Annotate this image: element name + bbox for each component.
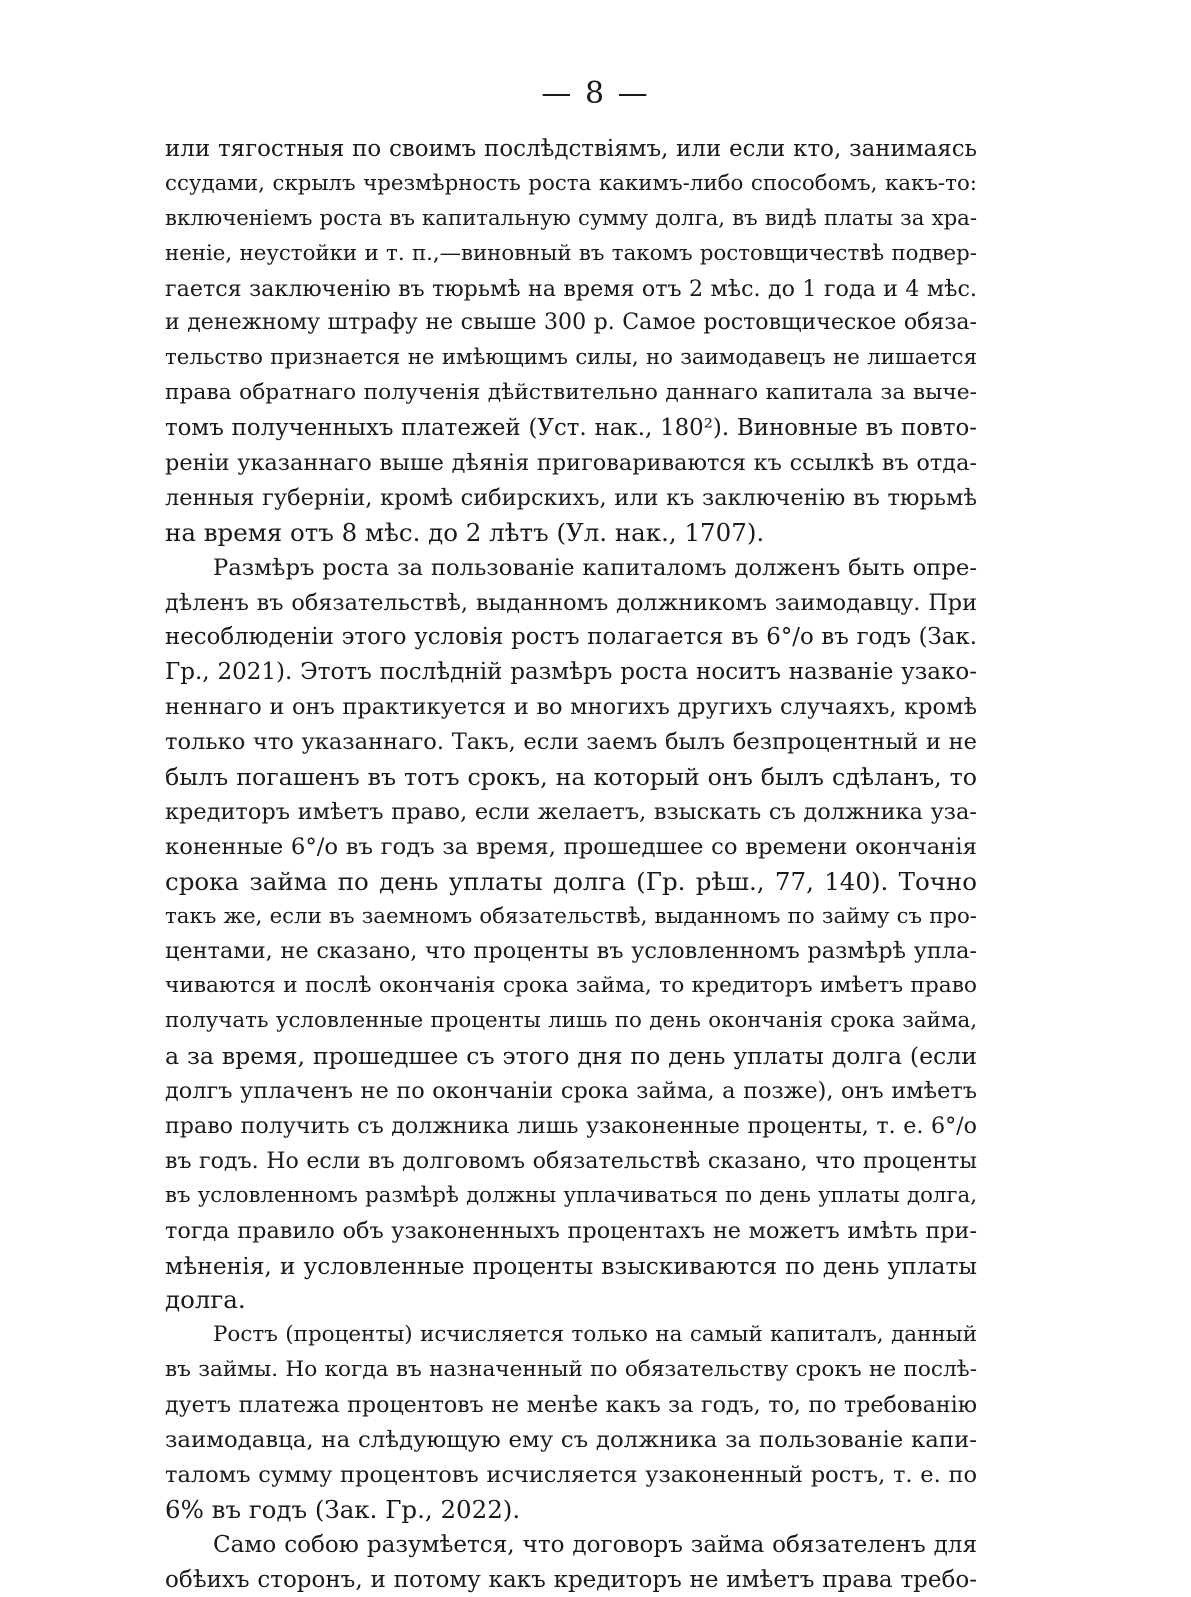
text-line: получать условленные проценты лишь по день окончанія срока займа, bbox=[165, 1008, 977, 1034]
text-line: право получить съ должника лишь узаконенные проценты, т. е. 6°/о bbox=[165, 1112, 977, 1139]
text-line: дѣленъ въ обязательствѣ, выданномъ должникомъ заимодавцу. При bbox=[165, 589, 977, 616]
page-number: — 8 — bbox=[541, 76, 650, 111]
text-line: томъ полученныхъ платежей (Уст. нак., 180²). Виновные въ повто- bbox=[165, 415, 977, 442]
text-line: въ займы. Но когда въ назначенный по обязательству срокъ не послѣ- bbox=[165, 1357, 977, 1383]
text-line: центами, не сказано, что проценты въ условленномъ размѣрѣ упла- bbox=[165, 938, 977, 965]
text-line: тогда правило объ узаконенныхъ процентахъ не можетъ имѣть при- bbox=[165, 1217, 977, 1244]
text-line: долгъ уплаченъ не по окончаніи срока займа, а позже), онъ имѣетъ bbox=[165, 1078, 977, 1105]
text-line: реніи указаннаго выше дѣянія приговариваются къ ссылкѣ въ отда- bbox=[165, 450, 977, 477]
text-line: кредиторъ имѣетъ право, если желаетъ, взыскать съ должника уза- bbox=[165, 798, 977, 825]
text-line: въ годъ. Но если въ долговомъ обязательствѣ сказано, что проценты bbox=[165, 1147, 977, 1174]
text-line: былъ погашенъ въ тотъ срокъ, на который онъ былъ сдѣланъ, то bbox=[165, 763, 977, 792]
text-line: на время отъ 8 мѣс. до 2 лѣтъ (Ул. нак., 1707). bbox=[165, 517, 765, 547]
text-line: такъ же, если въ заемномъ обязательствѣ, выданномъ по займу съ про- bbox=[165, 903, 977, 929]
text-line: несоблюденіи этого условія ростъ полагается въ 6°/о въ годъ (Зак. bbox=[165, 624, 977, 651]
text-line: включеніемъ роста въ капитальную сумму долга, въ видѣ платы за хра- bbox=[165, 205, 977, 231]
text-line: мѣненія, и условленные проценты взыскиваются по день уплаты bbox=[165, 1251, 977, 1280]
text-line: неніе, неустойки и т. п.,—виновный въ такомъ ростовщичествѣ подвер- bbox=[165, 240, 977, 266]
text-line: ленныя губерніи, кромѣ сибирскихъ, или къ заключенію въ тюрьмѣ bbox=[165, 484, 977, 511]
text-line: ссудами, скрылъ чрезмѣрность роста какимъ-либо способомъ, какъ-то: bbox=[165, 170, 977, 196]
body-text bbox=[165, 132, 977, 1597]
text-line: обѣихъ сторонъ, и потому какъ кредиторъ не имѣетъ права требо- bbox=[165, 1566, 977, 1593]
paragraph-1 bbox=[165, 132, 977, 551]
text-line: срока займа по день уплаты долга (Гр. рѣш., 77, 140). Точно bbox=[165, 866, 977, 896]
text-line: 6% въ годъ (Зак. Гр., 2022). bbox=[165, 1494, 521, 1524]
text-line: дуетъ платежа процентовъ не менѣе какъ за годъ, то, по требованію bbox=[165, 1392, 977, 1419]
text-line: коненные 6°/о въ годъ за время, прошедшее со времени окончанія bbox=[165, 833, 977, 860]
paragraph-2 bbox=[165, 551, 977, 1319]
text-line: неннаго и онъ практикуется и во многихъ другихъ случаяхъ, кромѣ bbox=[165, 694, 977, 721]
text-line: Гр., 2021). Этотъ послѣдній размѣръ роста носитъ названіе узако- bbox=[165, 659, 977, 686]
text-line: Ростъ (проценты) исчисляется только на самый капиталъ, данный bbox=[213, 1322, 977, 1348]
text-line: долга. bbox=[165, 1285, 246, 1315]
paragraph-4 bbox=[165, 1528, 977, 1597]
text-line: Размѣръ роста за пользованіе капиталомъ долженъ быть опре- bbox=[213, 554, 977, 581]
paragraph-3 bbox=[165, 1318, 977, 1527]
text-line: таломъ сумму процентовъ исчисляется узаконенный ростъ, т. е. по bbox=[165, 1461, 977, 1488]
text-line: права обратнаго полученія дѣйствительно даннаго капитала за выче- bbox=[165, 380, 977, 406]
text-line: и денежному штрафу не свыше 300 р. Самое ростовщическое обяза- bbox=[165, 310, 977, 336]
text-line: а за время, прошедшее съ этого дня по день уплаты долга (если bbox=[165, 1042, 977, 1071]
text-line: въ условленномъ размѣрѣ должны уплачиваться по день уплаты долга, bbox=[165, 1182, 977, 1208]
text-line: Само собою разумѣется, что договоръ займа обязателенъ для bbox=[213, 1531, 977, 1558]
text-line: или тягостныя по своимъ послѣдствіямъ, или если кто, занимаясь bbox=[165, 136, 977, 162]
text-line: заимодавца, на слѣдующую ему съ должника за пользованіе капи- bbox=[165, 1426, 977, 1453]
text-line: гается заключенію въ тюрьмѣ на время отъ 2 мѣс. до 1 года и 4 мѣс. bbox=[165, 275, 977, 302]
text-line: тельство признается не имѣющимъ силы, но заимодавецъ не лишается bbox=[165, 345, 977, 371]
text-line: только что указаннаго. Такъ, если заемъ былъ безпроцентный и не bbox=[165, 729, 977, 756]
text-line: чиваются и послѣ окончанія срока займа, то кредиторъ имѣетъ право bbox=[165, 973, 977, 999]
